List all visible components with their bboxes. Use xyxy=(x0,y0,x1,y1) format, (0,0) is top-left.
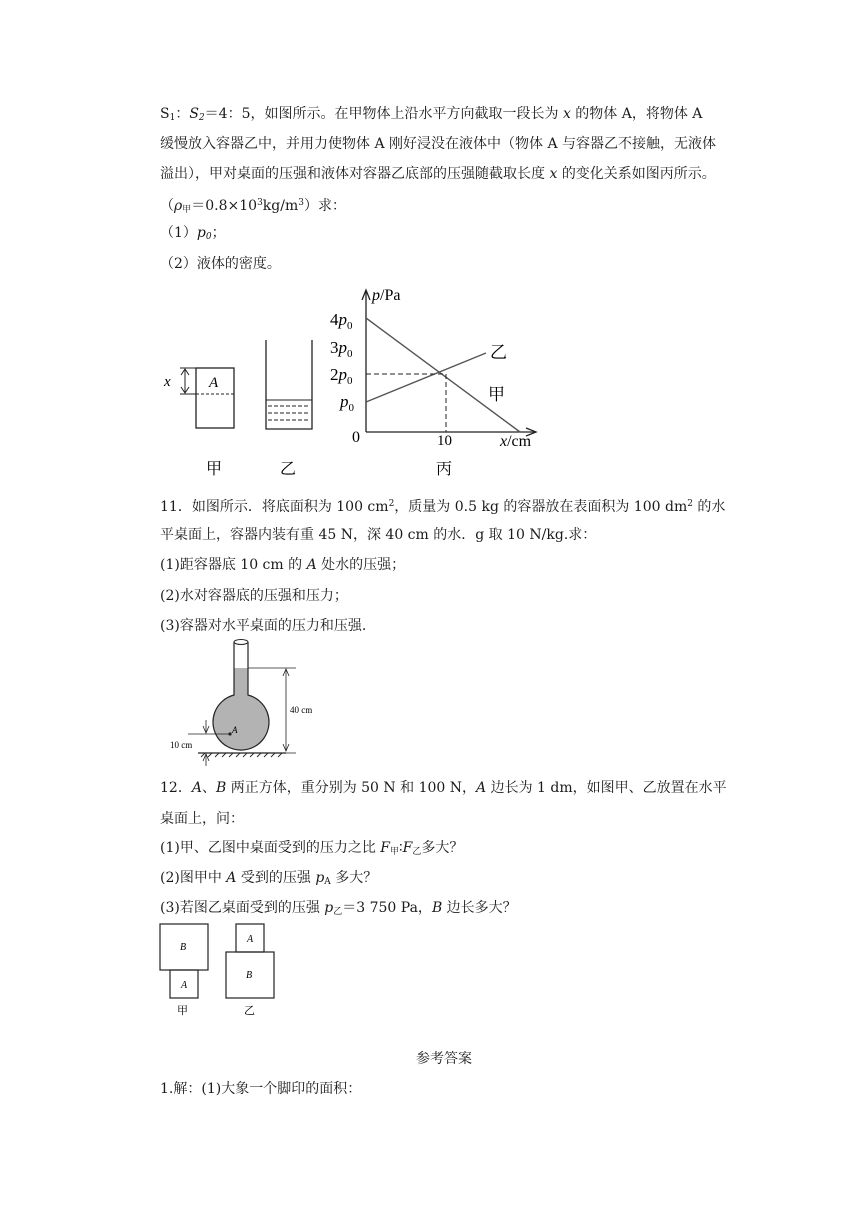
p11-q1: (1)距容器底 10 cm 的 A 处水的压强； xyxy=(160,557,406,573)
tick-2p0: $2p_0$ xyxy=(330,365,353,387)
origin-label: 0 xyxy=(352,429,360,446)
tick-4p0: $4p_0$ xyxy=(330,310,353,332)
answers-heading: 参考答案 xyxy=(416,1051,472,1067)
p12-q3: (3)若图乙桌面受到的压强 $p_乙=3$ 750 Pa，B 边长多大？ xyxy=(160,900,517,917)
p11-figure xyxy=(168,636,328,766)
p12-q2: (2)图甲中 A 受到的压强 $p_A$ 多大？ xyxy=(160,870,378,887)
label-10cm: 10 cm xyxy=(170,740,193,750)
x-tick-10: 10 xyxy=(437,433,452,449)
line-yi-label: 乙 xyxy=(490,343,507,362)
p12-line1: 12．A、B 两正方体，重分别为 50 N 和 100 N，A 边长为 1 dm，如图甲、乙放置在水平 xyxy=(160,780,727,796)
svg-text:A: A xyxy=(247,934,254,945)
p12-figure xyxy=(158,922,298,1022)
p11-q3: (3)容器对水平桌面的压力和压强. xyxy=(160,618,367,634)
p10-q1: $(1)p_0$； xyxy=(160,225,226,242)
line-jia-label: 甲 xyxy=(488,385,505,404)
line-jia xyxy=(366,318,520,432)
p10-line4: $(\rho_甲=0.8\times 10^3kg/m^3)$求： xyxy=(160,198,346,215)
p12-line2: 桌面上，问： xyxy=(160,811,244,827)
label-x: x xyxy=(164,374,171,390)
water xyxy=(213,668,269,750)
label-40cm: 40 cm xyxy=(290,705,313,715)
svg-text:A: A xyxy=(181,980,188,991)
svg-text:B: B xyxy=(246,970,253,981)
caption-yi: 乙 xyxy=(280,461,297,478)
p10-line3: 溢出），甲对桌面的压强和液体对容器乙底部的压强随截取长度 x 的变化关系如图丙所示。 xyxy=(160,166,716,182)
p10-line1: $S_1$：$S_2=4$：5，如图所示。在甲物体上沿水平方向截取一段长为 x 的物体 A，将物体 A xyxy=(160,106,703,123)
caption-yi: 乙 xyxy=(244,1005,255,1017)
y-axis-label: p/Pa xyxy=(372,287,401,304)
x-axis-label: x/cm xyxy=(500,433,532,450)
caption-jia: 甲 xyxy=(206,461,223,478)
caption-jia: 甲 xyxy=(177,1005,188,1017)
p11-line2: 平桌面上，容器内装有重 45 N，深 40 cm 的水．g 取 10 N/kg.求： xyxy=(160,527,597,543)
container-yi xyxy=(266,340,312,429)
label-A: A xyxy=(209,375,219,391)
answers-line1: 1.解：(1)大象一个脚印的面积： xyxy=(160,1081,362,1097)
p12-q1: (1)甲、乙图中桌面受到的压力之比 $F_甲∶F_乙$多大？ xyxy=(160,840,464,857)
caption-bing: 丙 xyxy=(436,461,453,478)
svg-text:A: A xyxy=(232,725,238,735)
tick-p0: $p_0$ xyxy=(340,392,354,414)
line-yi xyxy=(366,353,486,402)
p10-q2: （2）液体的密度。 xyxy=(160,256,281,272)
svg-text:B: B xyxy=(180,942,187,953)
p10-figure xyxy=(156,282,576,482)
p10-line2: 缓慢放入容器乙中，并用力使物体 A 刚好浸没在液体中（物体 A 与容器乙不接触，无液体 xyxy=(160,136,717,152)
p11-q2: (2)水对容器底的压强和压力； xyxy=(160,588,348,604)
p11-line1: 11．如图所示．将底面积为 100 $cm^2$，质量为 0.5 kg 的容器放在表面积为 100 $dm^2$ 的水 xyxy=(160,499,726,515)
tick-3p0: $3p_0$ xyxy=(330,338,353,360)
